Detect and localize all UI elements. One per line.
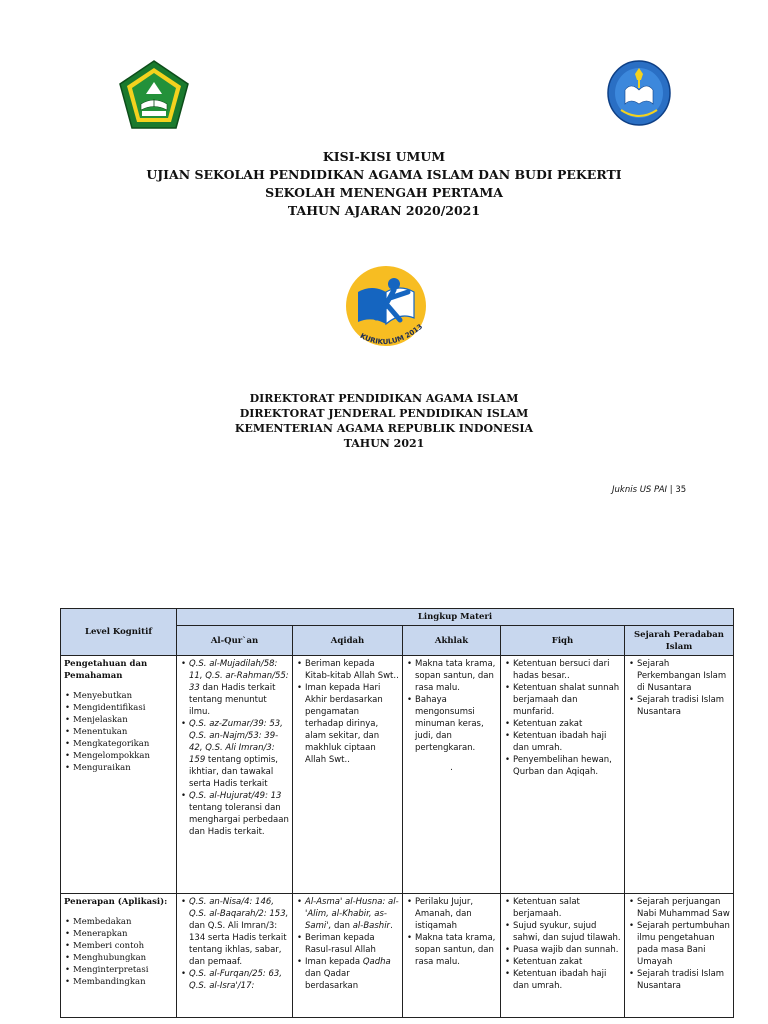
lingkup-materi-header: Lingkup Materi	[177, 609, 734, 626]
list-item: • Beriman kepada Rasul-rasul Allah	[305, 932, 399, 956]
list-item: • Sejarah perjuangan Nabi Muhammad Saw	[637, 896, 730, 920]
list-item: • Menentukan	[73, 726, 173, 738]
list-item: • Sejarah tradisi Islam Nusantara	[637, 694, 730, 718]
list-item: • Bahaya mengonsumsi minuman keras, judi, dan pertengkaran.	[415, 694, 497, 754]
level-title: Penerapan (Aplikasi):	[64, 897, 168, 907]
aqidah-cell	[293, 656, 403, 894]
col-alquran-header: Al-Qur`an	[177, 626, 293, 656]
list-item: • Mengelompokkan	[73, 750, 173, 762]
kisi-kisi-table	[60, 608, 734, 1018]
alquran-cell	[177, 656, 293, 894]
kurikulum-2013-logo	[338, 262, 434, 358]
list-item: • Mengkategorikan	[73, 738, 173, 750]
list-item: • Menghubungkan	[73, 952, 173, 964]
akhlak-cell	[403, 894, 501, 1018]
list-item: • Makna tata krama, sopan santun, dan rasa malu.	[415, 658, 497, 694]
page-number: 35	[675, 485, 687, 495]
publisher-line-3: KEMENTERIAN AGAMA REPUBLIK INDONESIA	[234, 422, 534, 435]
stray-mark: .	[450, 763, 453, 773]
list-item: • Sejarah tradisi Islam Nusantara	[637, 968, 730, 992]
list-item: • Mengidentifikasi	[73, 702, 173, 714]
publisher-line-1: DIREKTORAT PENDIDIKAN AGAMA ISLAM	[249, 392, 519, 405]
tut-wuri-handayani-emblem	[607, 60, 671, 126]
level-kognitif-header: Level Kognitif	[61, 609, 177, 656]
verb-list	[64, 916, 173, 988]
list-item: • Iman kepada Hari Akhir berdasarkan pengamatan terhadap dirinya, alam sekitar, dan makhluk ciptaan Allah Swt..	[305, 682, 399, 766]
alquran-cell	[177, 894, 293, 1018]
list-item: • Membandingkan	[73, 976, 173, 988]
list-item: • Menerapkan	[73, 928, 173, 940]
publisher-line-2: DIREKTORAT JENDERAL PENDIDIKAN ISLAM	[239, 407, 529, 420]
list-item: • Ketentuan bersuci dari hadas besar..	[513, 658, 621, 682]
akhlak-cell	[403, 656, 501, 894]
list-item: • Q.S. az-Zumar/39: 53, Q.S. an-Najm/53: 39-42, Q.S. Ali Imran/3: 159 tentang optimis, ikhtiar, dan tawakal serta Hadis terkait	[189, 718, 289, 790]
sejarah-cell	[625, 894, 734, 1018]
page-footer: Juknis US PAI | 35	[612, 485, 687, 495]
publisher-block	[0, 391, 768, 451]
verb-list	[64, 690, 173, 774]
col-aqidah-header: Aqidah	[293, 626, 403, 656]
col-sejarah-header: Sejarah Peradaban Islam	[625, 626, 734, 656]
list-item: • Q.S. al-Mujadilah/58: 11, Q.S. ar-Rahman/55: 33 dan Hadis terkait tentang menuntut ilmu.	[189, 658, 289, 718]
list-item: • Menjelaskan	[73, 714, 173, 726]
list-item: • Menguraikan	[73, 762, 173, 774]
fiqh-cell	[501, 656, 625, 894]
col-akhlak-header: Akhlak	[403, 626, 501, 656]
list-item: • Makna tata krama, sopan santun, dan rasa malu.	[415, 932, 497, 968]
title-line-4: TAHUN AJARAN 2020/2021	[287, 203, 481, 218]
list-item: • Al-Asma' al-Husna: al-'Alim, al-Khabir, as-Sami', dan al-Bashir.	[305, 896, 399, 932]
title-line-2: UJIAN SEKOLAH PENDIDIKAN AGAMA ISLAM DAN BUDI PEKERTI	[146, 167, 622, 182]
list-item: • Ketentuan zakat	[513, 956, 621, 968]
document-title	[0, 148, 768, 220]
list-item: • Menginterpretasi	[73, 964, 173, 976]
list-item: • Ketentuan ibadah haji dan umrah.	[513, 968, 621, 992]
list-item: • Perilaku Jujur, Amanah, dan istiqamah	[415, 896, 497, 932]
list-item: • Sejarah Perkembangan Islam di Nusantara	[637, 658, 730, 694]
list-item: • Beriman kepada Kitab-kitab Allah Swt..	[305, 658, 399, 682]
footer-label: Juknis US PAI	[612, 485, 668, 495]
list-item: • Iman kepada Qadha dan Qadar berdasarkan	[305, 956, 399, 992]
level-cell	[61, 656, 177, 894]
list-item: • Memberi contoh	[73, 940, 173, 952]
list-item: • Ketentuan salat berjamaah.	[513, 896, 621, 920]
list-item: • Penyembelihan hewan, Qurban dan Aqiqah.	[513, 754, 621, 778]
list-item: • Q.S. al-Furqan/25: 63, Q.S. al-Isra'/17:	[189, 968, 289, 992]
list-item: • Q.S. al-Hujurat/49: 13 tentang toleransi dan menghargai perbedaan dan Hadis terkait.	[189, 790, 289, 838]
table-row	[61, 656, 734, 894]
sejarah-cell	[625, 656, 734, 894]
list-item: • Q.S. an-Nisa/4: 146, Q.S. al-Baqarah/2: 153, dan Q.S. Ali Imran/3: 134 serta Hadis terkait tentang ikhlas, sabar, dan pemaaf.	[189, 896, 289, 968]
table-row	[61, 894, 734, 1018]
list-item: • Menyebutkan	[73, 690, 173, 702]
list-item: • Membedakan	[73, 916, 173, 928]
title-line-1: KISI-KISI UMUM	[322, 149, 446, 164]
list-item: • Sejarah pertumbuhan ilmu pengetahuan pada masa Bani Umayah	[637, 920, 730, 968]
col-fiqh-header: Fiqh	[501, 626, 625, 656]
title-line-3: SEKOLAH MENENGAH PERTAMA	[265, 185, 503, 200]
kurikulum-logo-text: KURIKULUM 2013	[358, 322, 425, 347]
list-item: • Ketentuan zakat	[513, 718, 621, 730]
list-item: • Ketentuan shalat sunnah berjamaah dan munfarid.	[513, 682, 621, 718]
aqidah-cell	[293, 894, 403, 1018]
level-title: Pengetahuan dan Pemahaman	[64, 659, 148, 681]
level-cell	[61, 894, 177, 1018]
list-item: • Ketentuan ibadah haji dan umrah.	[513, 730, 621, 754]
fiqh-cell	[501, 894, 625, 1018]
publisher-line-4: TAHUN 2021	[343, 437, 425, 450]
kementerian-agama-emblem	[118, 60, 190, 130]
list-item: • Puasa wajib dan sunnah.	[513, 944, 621, 956]
list-item: • Sujud syukur, sujud sahwi, dan sujud tilawah.	[513, 920, 621, 944]
